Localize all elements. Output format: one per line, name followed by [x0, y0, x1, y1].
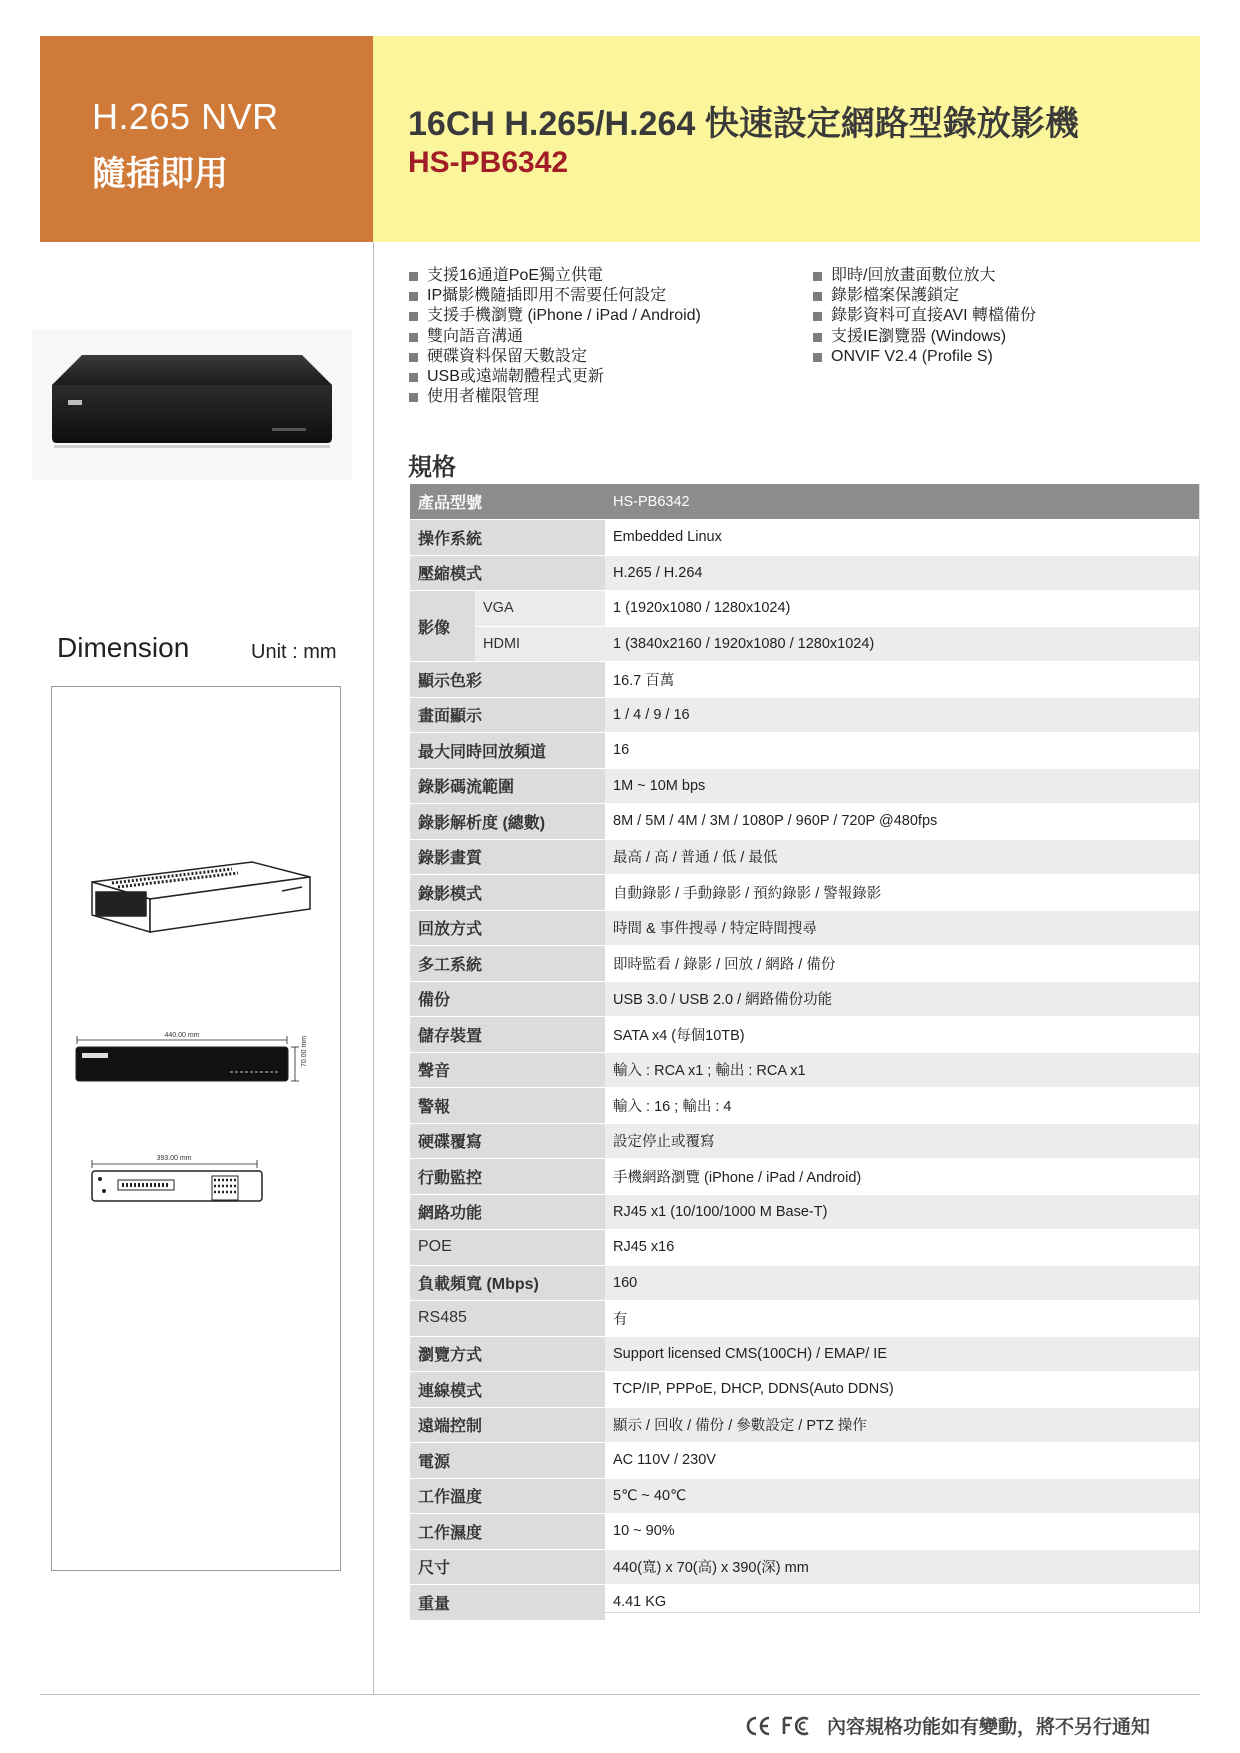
- spec-row: [410, 1265, 1200, 1301]
- spec-row: [410, 1017, 1200, 1053]
- spec-value: 顯示 / 回收 / 備份 / 參數設定 / PTZ 操作: [605, 1407, 1200, 1443]
- footer-divider: [40, 1694, 1200, 1695]
- spec-label: 行動監控: [410, 1159, 605, 1195]
- spec-value: HS-PB6342: [605, 484, 1200, 520]
- spec-value: 10 ~ 90%: [605, 1514, 1200, 1550]
- spec-row: [410, 733, 1200, 769]
- spec-value: 5℃ ~ 40℃: [605, 1478, 1200, 1514]
- spec-row: [410, 1443, 1200, 1479]
- spec-row: [410, 768, 1200, 804]
- spec-label: 錄影模式: [410, 875, 605, 911]
- front-view-drawing: [76, 1036, 299, 1081]
- spec-value: 輸入 : 16 ; 輸出 : 4: [605, 1088, 1200, 1124]
- spec-row: [410, 981, 1200, 1017]
- dimension-drawing-box: [51, 686, 341, 1571]
- fcc-mark-icon: [781, 1715, 811, 1737]
- spec-sublabel: HDMI: [475, 626, 605, 662]
- spec-label: 畫面顯示: [410, 697, 605, 733]
- dimension-unit: Unit : mm: [251, 641, 337, 663]
- spec-sublabel: VGA: [475, 591, 605, 627]
- spec-row: [410, 1088, 1200, 1124]
- spec-value: 1M ~ 10M bps: [605, 768, 1200, 804]
- spec-value: 時間 & 事件搜尋 / 特定時間搜尋: [605, 910, 1200, 946]
- spec-label: 多工系統: [410, 946, 605, 982]
- spec-value: 4.41 KG: [605, 1585, 1200, 1621]
- spec-label: 硬碟覆寫: [410, 1123, 605, 1159]
- spec-label: 回放方式: [410, 910, 605, 946]
- spec-value: 設定停止或覆寫: [605, 1123, 1200, 1159]
- spec-row: [410, 1159, 1200, 1195]
- spec-row: [410, 1301, 1200, 1337]
- spec-label: 操作系統: [410, 520, 605, 556]
- spec-row: [410, 946, 1200, 982]
- feature-list-2: [811, 266, 1036, 367]
- spec-label: 最大同時回放頻道: [410, 733, 605, 769]
- spec-value: AC 110V / 230V: [605, 1443, 1200, 1479]
- isometric-drawing: [92, 862, 310, 932]
- header-product-type: H.265 NVR: [92, 96, 279, 137]
- width-dimension-label: 440.00 mm: [164, 1032, 200, 1039]
- spec-value: Support licensed CMS(100CH) / EMAP/ IE: [605, 1336, 1200, 1372]
- spec-value: 1 (3840x2160 / 1920x1080 / 1280x1024): [605, 626, 1200, 662]
- spec-label: 工作濕度: [410, 1514, 605, 1550]
- spec-value: 1 / 4 / 9 / 16: [605, 697, 1200, 733]
- spec-label: 錄影碼流範圍: [410, 768, 605, 804]
- spec-value: 最高 / 高 / 普通 / 低 / 最低: [605, 839, 1200, 875]
- spec-table: [410, 484, 1200, 1621]
- spec-label: 錄影畫質: [410, 839, 605, 875]
- spec-row: [410, 1194, 1200, 1230]
- spec-value: SATA x4 (每個10TB): [605, 1017, 1200, 1053]
- spec-label: 重量: [410, 1585, 605, 1621]
- header-tagline: 隨插即用: [92, 155, 228, 193]
- spec-row: [410, 1549, 1200, 1585]
- spec-row: [410, 804, 1200, 840]
- spec-label-video: 影像: [410, 591, 475, 662]
- spec-row: [410, 1478, 1200, 1514]
- spec-label: 瀏覽方式: [410, 1336, 605, 1372]
- spec-label: 電源: [410, 1443, 605, 1479]
- spec-row: [410, 1230, 1200, 1266]
- spec-value: 手機網路瀏覽 (iPhone / iPad / Android): [605, 1159, 1200, 1195]
- spec-value: 1 (1920x1080 / 1280x1024): [605, 591, 1200, 627]
- spec-value: TCP/IP, PPPoE, DHCP, DDNS(Auto DDNS): [605, 1372, 1200, 1408]
- model-number: HS-PB6342: [408, 146, 569, 179]
- feature-item: USB或遠端韌體程式更新: [407, 367, 701, 387]
- spec-label: 遠端控制: [410, 1407, 605, 1443]
- spec-row: [410, 1514, 1200, 1550]
- spec-value: 即時監看 / 錄影 / 回放 / 網路 / 備份: [605, 946, 1200, 982]
- spec-row: [410, 662, 1200, 698]
- nvr-product-image: [32, 330, 352, 480]
- spec-value: 自動錄影 / 手動錄影 / 預約錄影 / 警報錄影: [605, 875, 1200, 911]
- feature-item: 雙向語音溝通: [407, 327, 701, 347]
- spec-label: 負載頻寬 (Mbps): [410, 1265, 605, 1301]
- dimension-drawings: [52, 687, 340, 1570]
- spec-row-hdmi: [410, 626, 1200, 662]
- feature-item: IP攝影機隨插即用不需要任何設定: [407, 286, 701, 306]
- footer-notice: 內容規格功能如有變動，將不另行通知: [826, 1717, 1150, 1738]
- spec-row: [410, 1052, 1200, 1088]
- footer: [745, 1712, 1150, 1739]
- feature-list-1: [407, 266, 701, 407]
- header-right-block: [373, 36, 1200, 242]
- spec-row-vga: [410, 591, 1200, 627]
- spec-value: RJ45 x16: [605, 1230, 1200, 1266]
- spec-value: H.265 / H.264: [605, 555, 1200, 591]
- spec-label: 錄影解析度 (總數): [410, 804, 605, 840]
- spec-label: 儲存裝置: [410, 1017, 605, 1053]
- spec-row: [410, 875, 1200, 911]
- spec-value: 160: [605, 1265, 1200, 1301]
- spec-label: POE: [410, 1230, 605, 1266]
- spec-label: 連線模式: [410, 1372, 605, 1408]
- spec-value: 440(寬) x 70(高) x 390(深) mm: [605, 1549, 1200, 1585]
- spec-row: [410, 1407, 1200, 1443]
- spec-row: [410, 1336, 1200, 1372]
- spec-row-model: [410, 484, 1200, 520]
- spec-label: 壓縮模式: [410, 555, 605, 591]
- page-title: 16CH H.265/H.264 快速設定網路型錄放影機: [408, 105, 1079, 143]
- depth-dimension-label: 393.00 mm: [156, 1155, 192, 1162]
- spec-row: [410, 1585, 1200, 1621]
- spec-label: 聲音: [410, 1052, 605, 1088]
- spec-value: 8M / 5M / 4M / 3M / 1080P / 960P / 720P @480fps: [605, 804, 1200, 840]
- feature-item: 錄影資料可直接AVI 轉檔備份: [811, 306, 1036, 326]
- spec-value: RJ45 x1 (10/100/1000 M Base-T): [605, 1194, 1200, 1230]
- feature-item: 支援手機瀏覽 (iPhone / iPad / Android): [407, 306, 701, 326]
- feature-item: 錄影檔案保護鎖定: [811, 286, 1036, 306]
- spec-value: 16.7 百萬: [605, 662, 1200, 698]
- spec-value: 16: [605, 733, 1200, 769]
- spec-label: 產品型號: [410, 484, 605, 520]
- spec-value: Embedded Linux: [605, 520, 1200, 556]
- spec-label: 網路功能: [410, 1194, 605, 1230]
- spec-value: 有: [605, 1301, 1200, 1337]
- feature-item: 即時/回放畫面數位放大: [811, 266, 1036, 286]
- header-left-block: [40, 36, 373, 242]
- feature-item: 支援16通道PoE獨立供電: [407, 266, 701, 286]
- spec-row-compress: [410, 555, 1200, 591]
- dimension-title: Dimension: [57, 632, 190, 663]
- spec-section-title: 規格: [408, 454, 456, 481]
- column-divider: [373, 242, 374, 1695]
- spec-label: 工作溫度: [410, 1478, 605, 1514]
- height-dimension-label: 70.00 mm: [301, 1035, 308, 1067]
- rear-view-drawing: [92, 1160, 262, 1201]
- certification-marks: [745, 1715, 811, 1737]
- spec-row-os: [410, 520, 1200, 556]
- spec-value: 輸入 : RCA x1 ; 輸出 : RCA x1: [605, 1052, 1200, 1088]
- ce-mark-icon: [745, 1715, 771, 1737]
- spec-row: [410, 1372, 1200, 1408]
- spec-row: [410, 1123, 1200, 1159]
- spec-row: [410, 697, 1200, 733]
- feature-item: 硬碟資料保留天數設定: [407, 347, 701, 367]
- spec-label: 備份: [410, 981, 605, 1017]
- spec-row: [410, 910, 1200, 946]
- feature-item: 使用者權限管理: [407, 387, 701, 407]
- spec-label: 尺寸: [410, 1549, 605, 1585]
- feature-item: 支援IE瀏覽器 (Windows): [811, 327, 1036, 347]
- spec-label: 警報: [410, 1088, 605, 1124]
- spec-row: [410, 839, 1200, 875]
- spec-label: RS485: [410, 1301, 605, 1337]
- spec-label: 顯示色彩: [410, 662, 605, 698]
- feature-item: ONVIF V2.4 (Profile S): [811, 347, 1036, 367]
- spec-value: USB 3.0 / USB 2.0 / 網路備份功能: [605, 981, 1200, 1017]
